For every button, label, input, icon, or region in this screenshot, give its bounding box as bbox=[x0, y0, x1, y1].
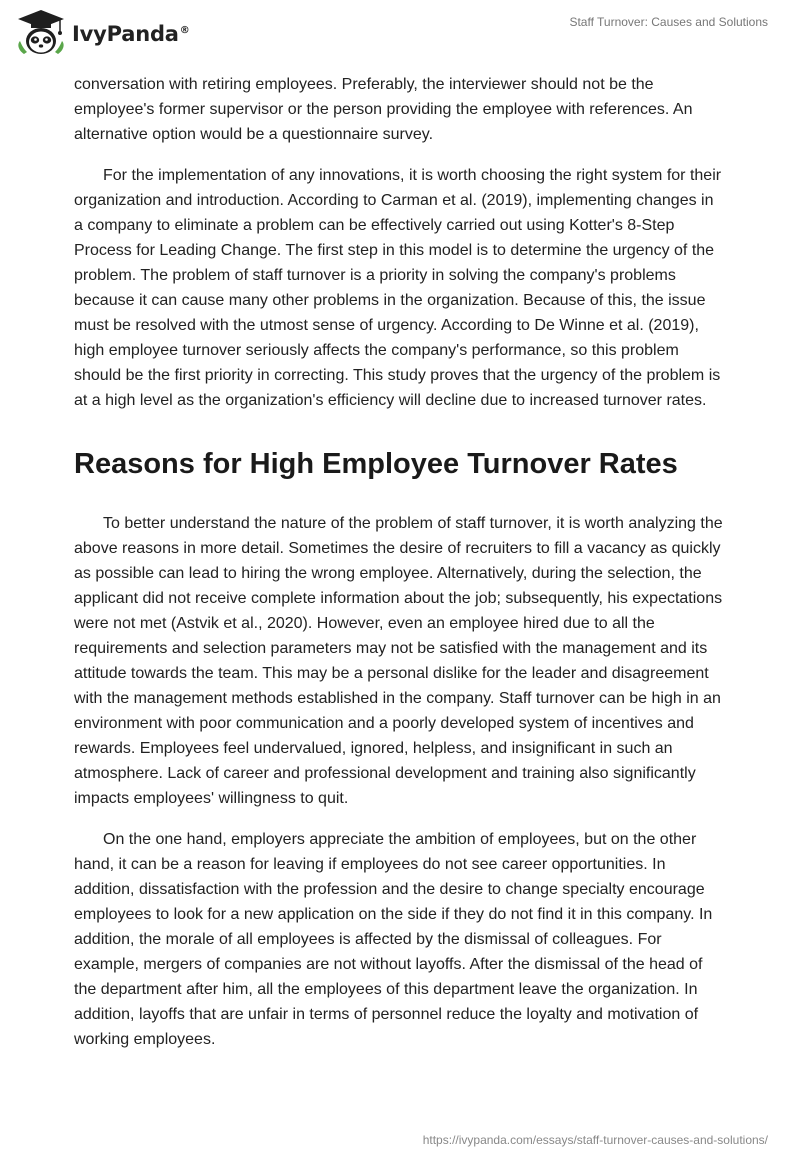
essay-content bbox=[74, 72, 726, 1052]
paragraph: For the implementation of any innovations, it is worth choosing the right system for their organization and introduction. According to Carman et al. (2019), implementing changes in a company to eliminate a problem can be effectively carried out using Kotter's 8-Step Process for Leading Change. The first step in this model is to determine the urgency of the problem. The problem of staff turnover is a priority in solving the company's problems because it can cause many other problems in the organization. Because of this, the issue must be resolved with the utmost sense of urgency. According to De Winne et al. (2019), high employee turnover seriously affects the company's performance, so this problem should be the first priority in correcting. This study proves that the urgency of the problem is at a high level as the organization's efficiency will decline due to increased turnover rates. bbox=[74, 167, 722, 409]
page-header bbox=[0, 0, 800, 70]
document-title: Staff Turnover: Causes and Solutions bbox=[569, 15, 768, 29]
section-heading: Reasons for High Employee Turnover Rates bbox=[74, 448, 678, 480]
source-url[interactable]: https://ivypanda.com/essays/staff-turnover-causes-and-solutions/ bbox=[422, 1133, 768, 1147]
panda-graduation-icon bbox=[14, 8, 68, 58]
paragraph: conversation with retiring employees. Preferably, the interviewer should not be the employee's former supervisor or the person providing the employee with references. An alternative option would be a questionnaire survey. bbox=[74, 76, 693, 143]
brand-name: IvyPanda® bbox=[72, 22, 190, 46]
ivypanda-logo[interactable] bbox=[14, 8, 190, 58]
paragraph: To better understand the nature of the problem of staff turnover, it is worth analyzing the above reasons in more detail. Sometimes the desire of recruiters to fill a vacancy as quickly as possible can lead to hiring the wrong employee. Alternatively, during the selection, the applicant did not receive complete information about the job; subsequently, his expectations were not met (Astvik et al., 2020). However, even an employee hired due to all the requirements and selection parameters may not be satisfied with the management and its attitude towards the team. This may be a personal dislike for the leader and disagreement with the management methods established in the company. Staff turnover can be high in an environment with poor communication and a poorly developed system of incentives and rewards. Employees feel undervalued, ignored, helpless, and insignificant in such an atmosphere. Lack of career and professional development and training also significantly impacts employees' willingness to quit. bbox=[74, 515, 723, 807]
paragraph: On the one hand, employers appreciate the ambition of employees, but on the other hand, it can be a reason for leaving if employees do not see career opportunities. In addition, dissatisfaction with the profession and the desire to change specialty encourage employees to look for a new application on the side if they do not find it in this company. In addition, the morale of all employees is affected by the dismissal of colleagues. For example, mergers of companies are not without layoffs. After the dismissal of the head of the department after him, all the employees of this department leave the organization. In addition, layoffs that are unfair in terms of personnel reduce the loyalty and motivation of working employees. bbox=[74, 831, 713, 1048]
